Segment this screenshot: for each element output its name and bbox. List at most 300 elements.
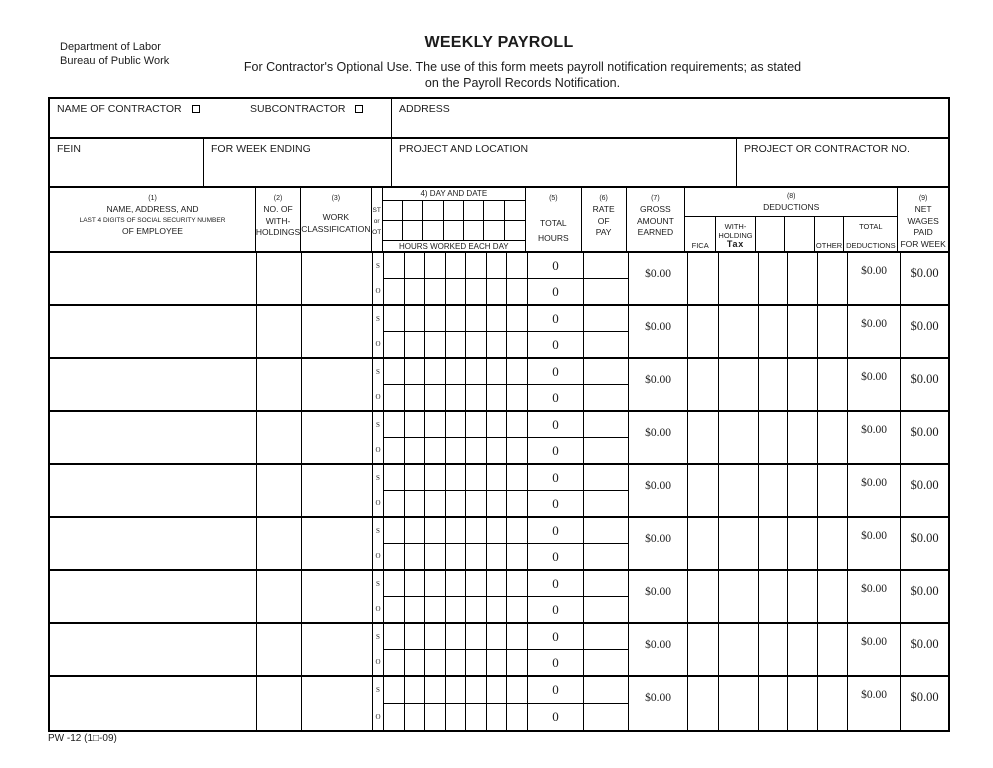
day-hours-cell[interactable] (384, 253, 405, 278)
day-hours-cell[interactable] (507, 571, 528, 596)
day-hours-cell[interactable] (405, 438, 426, 463)
address-field[interactable] (392, 99, 948, 137)
deduction-blank-cell-2[interactable] (788, 253, 818, 304)
employee-name-cell[interactable] (50, 412, 257, 463)
project-location-field[interactable] (392, 139, 737, 186)
day-hours-cell[interactable] (446, 306, 467, 331)
day-hours-cell[interactable] (405, 332, 426, 357)
st-ot-column-header: ST or OT (372, 188, 383, 251)
day-date-title: 4) DAY AND DATE (383, 188, 525, 201)
day-hours-cell[interactable] (446, 465, 467, 490)
day-hours-cell[interactable] (487, 518, 508, 543)
total-hours-st-value: 0 (528, 677, 584, 703)
day-hours-cell[interactable] (384, 412, 405, 437)
st-ot-label-column (373, 253, 384, 304)
day-hours-cell[interactable] (384, 332, 405, 357)
withholdings-cell[interactable] (257, 677, 302, 730)
hours-area (384, 518, 628, 569)
total-deductions-value: $0.00 (848, 465, 901, 516)
withholding-tax-cell[interactable] (719, 624, 759, 675)
day-hours-cell[interactable] (466, 465, 487, 490)
classification-column-header: (3) WORK CLASSIFICATION (301, 188, 372, 251)
net-wages-value: $0.00 (910, 319, 939, 333)
day-hours-cell[interactable] (446, 704, 467, 730)
withholding-tax-cell[interactable] (719, 412, 759, 463)
day-date-box[interactable] (423, 221, 443, 241)
day-date-box[interactable] (383, 221, 403, 241)
payroll-row (50, 359, 948, 412)
withholdings-column-header: (2) NO. OF WITH- HOLDINGS (256, 188, 301, 251)
employee-name-cell[interactable] (50, 571, 257, 622)
total-hours-st-value: 0 (528, 253, 584, 278)
day-hours-cell[interactable] (507, 385, 528, 410)
hours-section (373, 677, 629, 730)
day-hours-cell[interactable] (446, 438, 467, 463)
day-hours-cell[interactable] (405, 306, 426, 331)
fica-cell[interactable] (688, 412, 719, 463)
rate-of-pay-ot-cell[interactable] (584, 544, 628, 569)
rate-of-pay-ot-cell[interactable] (584, 597, 628, 622)
day-hours-cell[interactable] (507, 624, 528, 649)
day-hours-cell[interactable] (507, 704, 528, 730)
day-hours-cell[interactable] (405, 624, 426, 649)
day-hours-cell[interactable] (507, 544, 528, 569)
day-hours-cell[interactable] (507, 597, 528, 622)
withholdings-cell[interactable] (257, 465, 302, 516)
day-hours-cell[interactable] (405, 359, 426, 384)
day-hours-cell[interactable] (466, 332, 487, 357)
total-hours-st-value: 0 (528, 412, 584, 437)
day-hours-cell[interactable] (466, 279, 487, 304)
rate-of-pay-st-cell[interactable] (584, 306, 628, 331)
other-deduction-cell[interactable] (818, 359, 848, 410)
day-hours-cell[interactable] (446, 544, 467, 569)
ot-row-label: O (375, 712, 381, 721)
deduction-blank-cell-1[interactable] (759, 518, 788, 569)
info-row-2 (50, 139, 948, 186)
rate-of-pay-st-cell[interactable] (584, 624, 628, 649)
day-date-box[interactable] (383, 201, 403, 221)
total-hours-ot-value: 0 (528, 491, 584, 516)
hours-area (384, 412, 628, 463)
day-hours-cell[interactable] (466, 359, 487, 384)
day-hours-cell[interactable] (487, 306, 508, 331)
other-deduction-cell[interactable] (818, 465, 848, 516)
day-hours-grid (384, 571, 528, 596)
day-hours-cell[interactable] (425, 332, 446, 357)
total-deductions-value: $0.00 (848, 518, 901, 569)
day-hours-cell[interactable] (487, 650, 508, 675)
rate-of-pay-st-cell[interactable] (584, 253, 628, 278)
deduction-blank-cell-1[interactable] (759, 253, 788, 304)
employee-name-cell[interactable] (50, 306, 257, 357)
fica-cell[interactable] (688, 359, 719, 410)
total-deductions-value: $0.00 (848, 624, 901, 675)
employee-name-cell[interactable] (50, 518, 257, 569)
day-hours-cell[interactable] (405, 518, 426, 543)
day-hours-cell[interactable] (507, 306, 528, 331)
day-hours-cell[interactable] (425, 465, 446, 490)
employee-name-cell[interactable] (50, 359, 257, 410)
day-hours-cell[interactable] (405, 571, 426, 596)
withholdings-cell[interactable] (257, 518, 302, 569)
rate-of-pay-ot-cell[interactable] (584, 279, 628, 304)
day-date-box[interactable] (423, 201, 443, 221)
day-hours-cell[interactable] (405, 279, 426, 304)
day-hours-cell[interactable] (507, 650, 528, 675)
day-hours-cell[interactable] (405, 385, 426, 410)
day-hours-cell[interactable] (446, 491, 467, 516)
day-date-box[interactable] (444, 221, 464, 241)
day-hours-cell[interactable] (487, 385, 508, 410)
straight-time-subrow (384, 306, 628, 332)
day-hours-cell[interactable] (425, 359, 446, 384)
fica-cell[interactable] (688, 465, 719, 516)
work-classification-cell[interactable] (302, 624, 373, 675)
day-hours-cell[interactable] (384, 359, 405, 384)
withholdings-cell[interactable] (257, 412, 302, 463)
day-hours-cell[interactable] (425, 412, 446, 437)
day-date-box[interactable] (403, 221, 423, 241)
hours-area (384, 359, 628, 410)
day-hours-cell[interactable] (466, 438, 487, 463)
rate-of-pay-st-cell[interactable] (584, 359, 628, 384)
day-date-box[interactable] (484, 201, 504, 221)
day-hours-cell[interactable] (446, 253, 467, 278)
day-hours-cell[interactable] (384, 518, 405, 543)
project-no-label: PROJECT OR CONTRACTOR NO. (744, 143, 910, 155)
day-hours-cell[interactable] (425, 438, 446, 463)
day-hours-cell[interactable] (405, 253, 426, 278)
day-hours-cell[interactable] (425, 650, 446, 675)
work-classification-cell[interactable] (302, 306, 373, 357)
st-row-label: S (376, 367, 380, 376)
day-hours-cell[interactable] (384, 677, 405, 703)
total-hours-st-value: 0 (528, 465, 584, 490)
work-classification-cell[interactable] (302, 465, 373, 516)
payroll-row (50, 465, 948, 518)
day-hours-cell[interactable] (425, 253, 446, 278)
day-hours-grid (384, 306, 528, 331)
day-hours-cell[interactable] (507, 677, 528, 703)
day-date-boxes (383, 201, 525, 240)
day-hours-cell[interactable] (466, 491, 487, 516)
day-hours-cell[interactable] (466, 704, 487, 730)
employee-name-cell[interactable] (50, 465, 257, 516)
day-hours-cell[interactable] (425, 597, 446, 622)
deduction-blank-cell-2[interactable] (788, 571, 818, 622)
day-hours-cell[interactable] (487, 624, 508, 649)
day-hours-cell[interactable] (405, 491, 426, 516)
contractor-field[interactable] (50, 99, 392, 137)
hours-worked-label: HOURS WORKED EACH DAY (383, 240, 525, 253)
deductions-column-group-header (685, 188, 898, 251)
day-hours-cell[interactable] (507, 491, 528, 516)
day-hours-cell[interactable] (507, 465, 528, 490)
day-hours-cell[interactable] (487, 597, 508, 622)
deduction-blank-cell-1[interactable] (759, 359, 788, 410)
week-ending-field[interactable] (204, 139, 392, 186)
day-hours-cell[interactable] (384, 306, 405, 331)
day-hours-cell[interactable] (405, 650, 426, 675)
day-hours-cell[interactable] (425, 677, 446, 703)
other-deduction-cell[interactable] (818, 571, 848, 622)
deduction-blank-cell-1[interactable] (759, 306, 788, 357)
day-hours-cell[interactable] (425, 544, 446, 569)
rate-of-pay-ot-cell[interactable] (584, 491, 628, 516)
net-wages-value: $0.00 (910, 425, 939, 439)
day-hours-cell[interactable] (487, 571, 508, 596)
deduction-blank-cell-1[interactable] (759, 677, 788, 730)
rate-of-pay-ot-cell[interactable] (584, 438, 628, 463)
withholdings-cell[interactable] (257, 624, 302, 675)
day-hours-cell[interactable] (487, 491, 508, 516)
day-hours-cell[interactable] (466, 412, 487, 437)
day-date-box[interactable] (464, 221, 484, 241)
project-location-label: PROJECT AND LOCATION (399, 143, 529, 155)
rate-of-pay-st-cell[interactable] (584, 571, 628, 596)
day-hours-cell[interactable] (384, 544, 405, 569)
deduction-blank-cell-2[interactable] (788, 412, 818, 463)
day-hours-cell[interactable] (466, 677, 487, 703)
rate-of-pay-st-cell[interactable] (584, 465, 628, 490)
withholding-tax-cell[interactable] (719, 359, 759, 410)
rate-of-pay-ot-cell[interactable] (584, 650, 628, 675)
net-wages-value: $0.00 (910, 266, 939, 280)
day-hours-cell[interactable] (384, 438, 405, 463)
employee-name-cell[interactable] (50, 253, 257, 304)
withholdings-cell[interactable] (257, 253, 302, 304)
day-hours-cell[interactable] (425, 306, 446, 331)
withholding-tax-cell[interactable] (719, 253, 759, 304)
day-hours-cell[interactable] (466, 306, 487, 331)
day-hours-cell[interactable] (487, 412, 508, 437)
deduction-blank-cell-1[interactable] (759, 624, 788, 675)
rate-of-pay-ot-cell[interactable] (584, 332, 628, 357)
deduction-blank-cell-2[interactable] (788, 624, 818, 675)
day-hours-cell[interactable] (487, 279, 508, 304)
work-classification-cell[interactable] (302, 677, 373, 730)
day-hours-grid (384, 491, 528, 516)
day-date-box[interactable] (505, 201, 525, 221)
fica-cell[interactable] (688, 624, 719, 675)
day-hours-cell[interactable] (446, 332, 467, 357)
st-ot-label-column (373, 465, 384, 516)
day-hours-cell[interactable] (405, 465, 426, 490)
day-hours-cell[interactable] (466, 650, 487, 675)
gross-amount-value: $0.00 (629, 412, 688, 463)
st-row-label: S (376, 473, 380, 482)
day-hours-cell[interactable] (446, 650, 467, 675)
deduction-blank-header-cell-2 (785, 217, 815, 253)
total-hours-st-value: 0 (528, 571, 584, 596)
subcontractor-checkbox[interactable] (355, 105, 363, 113)
day-hours-cell[interactable] (405, 677, 426, 703)
day-hours-cell[interactable] (446, 359, 467, 384)
contractor-checkbox[interactable] (192, 105, 200, 113)
ot-row-label: O (375, 499, 381, 508)
day-hours-cell[interactable] (425, 624, 446, 649)
day-hours-grid (384, 359, 528, 384)
withholdings-cell[interactable] (257, 306, 302, 357)
day-hours-cell[interactable] (446, 624, 467, 649)
day-date-box[interactable] (484, 221, 504, 241)
day-hours-cell[interactable] (507, 279, 528, 304)
other-deduction-cell[interactable] (818, 306, 848, 357)
day-hours-cell[interactable] (487, 704, 508, 730)
total-hours-ot-value: 0 (528, 385, 584, 410)
day-hours-cell[interactable] (405, 597, 426, 622)
st-row-label: S (376, 261, 380, 270)
day-hours-cell[interactable] (466, 597, 487, 622)
day-hours-cell[interactable] (446, 571, 467, 596)
project-no-field[interactable] (737, 139, 948, 186)
rate-of-pay-st-cell[interactable] (584, 412, 628, 437)
day-hours-cell[interactable] (384, 704, 405, 730)
gross-amount-value: $0.00 (629, 359, 688, 410)
fica-cell[interactable] (688, 306, 719, 357)
day-hours-cell[interactable] (384, 624, 405, 649)
payroll-row (50, 306, 948, 359)
other-deduction-cell[interactable] (818, 412, 848, 463)
day-date-box[interactable] (464, 201, 484, 221)
st-row-label: S (376, 314, 380, 323)
day-date-box[interactable] (505, 221, 525, 241)
day-hours-cell[interactable] (507, 438, 528, 463)
st-row-label: S (376, 632, 380, 641)
day-hours-cell[interactable] (384, 385, 405, 410)
day-hours-cell[interactable] (384, 571, 405, 596)
rate-of-pay-ot-cell[interactable] (584, 704, 628, 730)
other-deduction-cell[interactable] (818, 253, 848, 304)
rate-of-pay-st-cell[interactable] (584, 518, 628, 543)
rate-of-pay-ot-cell[interactable] (584, 385, 628, 410)
overtime-subrow (384, 385, 628, 410)
day-hours-cell[interactable] (384, 491, 405, 516)
day-hours-cell[interactable] (466, 571, 487, 596)
overtime-subrow (384, 279, 628, 304)
withholdings-cell[interactable] (257, 571, 302, 622)
deduction-blank-cell-2[interactable] (788, 306, 818, 357)
day-hours-cell[interactable] (466, 385, 487, 410)
other-deduction-cell[interactable] (818, 518, 848, 569)
day-hours-cell[interactable] (466, 518, 487, 543)
day-hours-cell[interactable] (466, 544, 487, 569)
day-hours-cell[interactable] (425, 571, 446, 596)
withholding-tax-cell[interactable] (719, 677, 759, 730)
withholding-tax-cell[interactable] (719, 571, 759, 622)
fein-field[interactable] (50, 139, 204, 186)
day-hours-grid (384, 412, 528, 437)
day-hours-cell[interactable] (446, 597, 467, 622)
day-hours-cell[interactable] (507, 332, 528, 357)
day-hours-cell[interactable] (487, 465, 508, 490)
day-hours-cell[interactable] (507, 253, 528, 278)
day-hours-cell[interactable] (405, 544, 426, 569)
agency-line1: Department of Labor (60, 41, 161, 53)
day-date-box[interactable] (444, 201, 464, 221)
day-date-box[interactable] (403, 201, 423, 221)
rate-of-pay-st-cell[interactable] (584, 677, 628, 703)
work-classification-cell[interactable] (302, 412, 373, 463)
day-hours-cell[interactable] (507, 518, 528, 543)
st-row-label: S (376, 420, 380, 429)
work-classification-cell[interactable] (302, 359, 373, 410)
deduction-blank-cell-1[interactable] (759, 571, 788, 622)
fica-cell[interactable] (688, 518, 719, 569)
other-deduction-cell[interactable] (818, 624, 848, 675)
ot-row-label: O (375, 605, 381, 614)
day-hours-cell[interactable] (507, 359, 528, 384)
day-hours-cell[interactable] (487, 359, 508, 384)
deduction-blank-cell-1[interactable] (759, 412, 788, 463)
day-hours-cell[interactable] (446, 385, 467, 410)
deduction-blank-cell-2[interactable] (788, 518, 818, 569)
withholding-tax-cell[interactable] (719, 465, 759, 516)
day-hours-cell[interactable] (425, 279, 446, 304)
work-classification-cell[interactable] (302, 253, 373, 304)
day-hours-cell[interactable] (487, 253, 508, 278)
day-hours-cell[interactable] (466, 253, 487, 278)
withholding-tax-cell[interactable] (719, 306, 759, 357)
payroll-table-header (50, 188, 948, 253)
day-hours-cell[interactable] (405, 704, 426, 730)
fica-cell[interactable] (688, 253, 719, 304)
deduction-blank-cell-2[interactable] (788, 677, 818, 730)
employee-name-cell[interactable] (50, 624, 257, 675)
fica-cell[interactable] (688, 571, 719, 622)
work-classification-cell[interactable] (302, 518, 373, 569)
deduction-blank-cell-1[interactable] (759, 465, 788, 516)
day-hours-cell[interactable] (487, 544, 508, 569)
day-hours-cell[interactable] (384, 279, 405, 304)
day-hours-cell[interactable] (446, 677, 467, 703)
day-hours-grid (384, 677, 528, 703)
day-hours-cell[interactable] (425, 491, 446, 516)
fica-cell[interactable] (688, 677, 719, 730)
work-classification-cell[interactable] (302, 571, 373, 622)
deduction-blank-cell-2[interactable] (788, 359, 818, 410)
day-hours-cell[interactable] (405, 412, 426, 437)
day-hours-cell[interactable] (507, 412, 528, 437)
other-deduction-cell[interactable] (818, 677, 848, 730)
day-hours-cell[interactable] (487, 332, 508, 357)
day-hours-cell[interactable] (384, 597, 405, 622)
hours-section (373, 359, 629, 410)
hours-area (384, 306, 628, 357)
day-hours-cell[interactable] (384, 465, 405, 490)
deduction-blank-cell-2[interactable] (788, 465, 818, 516)
day-hours-cell[interactable] (487, 438, 508, 463)
day-hours-cell[interactable] (425, 518, 446, 543)
day-hours-cell[interactable] (425, 385, 446, 410)
day-hours-cell[interactable] (446, 518, 467, 543)
payroll-rows (50, 253, 948, 730)
day-hours-cell[interactable] (384, 650, 405, 675)
day-hours-cell[interactable] (425, 704, 446, 730)
day-hours-cell[interactable] (466, 624, 487, 649)
day-hours-cell[interactable] (446, 279, 467, 304)
overtime-subrow (384, 332, 628, 357)
withholding-tax-cell[interactable] (719, 518, 759, 569)
total-hours-ot-value: 0 (528, 597, 584, 622)
day-hours-cell[interactable] (446, 412, 467, 437)
net-wages-value: $0.00 (910, 531, 939, 545)
employee-name-cell[interactable] (50, 677, 257, 730)
withholdings-cell[interactable] (257, 359, 302, 410)
day-hours-cell[interactable] (487, 677, 508, 703)
total-deductions-value: $0.00 (848, 253, 901, 304)
